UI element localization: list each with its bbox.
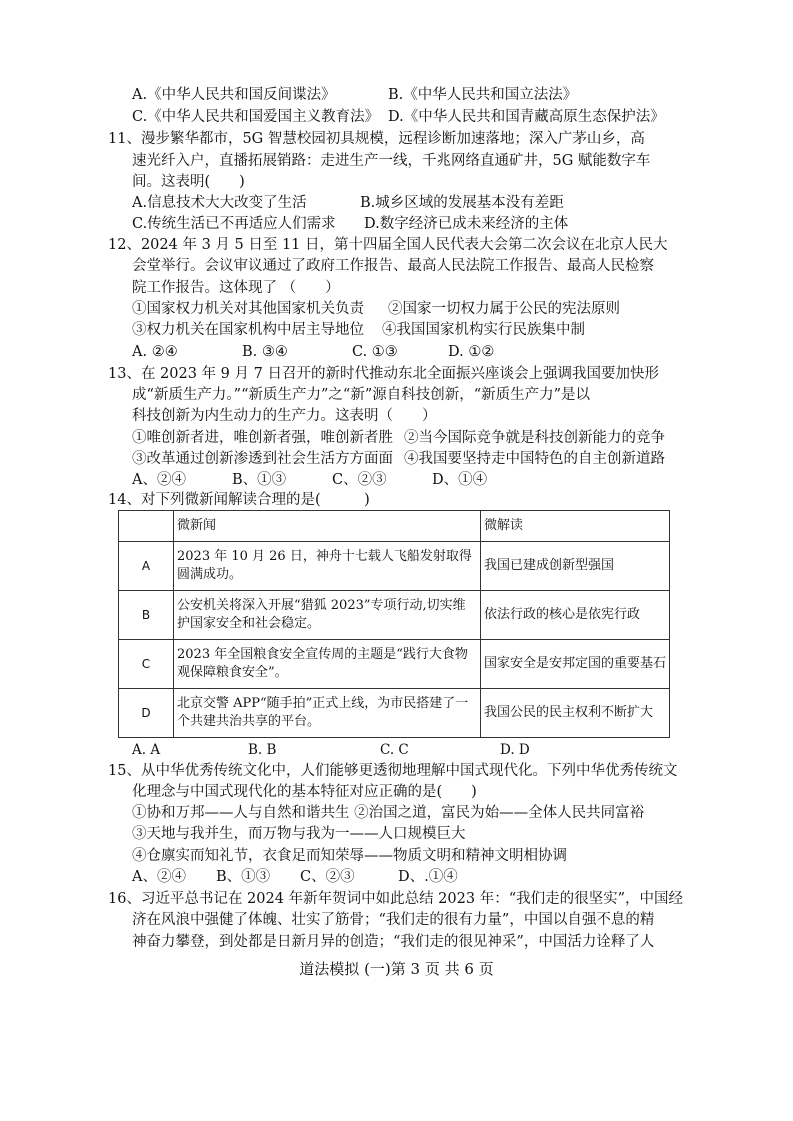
- table-row: [119, 591, 670, 640]
- q11-stem-line3: 间。这表明( ): [132, 174, 245, 190]
- q12-stem-line1: 12、2024 年 3 月 5 日至 11 日，第十四届全国人民代表大会第二次会议在北京人民大: [108, 237, 668, 253]
- q13-stem-line3: 科技创新为内生动力的生产力。这表明（ ）: [132, 408, 437, 424]
- q10-option-b: B.《中华人民共和国立法法》: [388, 87, 578, 103]
- q16-stem-line1: 16、习近平总书记在 2024 年新年贺词中如此总结 2023 年：“我们走的很坚实”，中国经: [108, 891, 684, 907]
- q10-option-a: A.《中华人民共和国反间谍法》: [132, 87, 336, 103]
- q11-option-b: B.城乡区域的发展基本没有差距: [360, 195, 564, 211]
- q15-stem-line2: 化理念与中国式现代化的基本特征对应正确的是( ): [132, 784, 477, 800]
- q13-option-a: A、②④: [132, 472, 186, 488]
- row-label: A: [119, 542, 174, 591]
- q15-statement-row3: ④仓廪实而知礼节，衣食足而知荣辱——物质文明和精神文明相协调: [132, 848, 567, 864]
- q15-option-b: B、①③: [216, 869, 271, 885]
- q15-statement-row1: ①协和万邦——人与自然和谐共生 ②治国之道，富民为始——全体人民共同富裕: [132, 805, 645, 821]
- q13-option-d: D、①④: [432, 472, 488, 488]
- q15-option-d: D、.①④: [398, 869, 458, 885]
- q10-options-row2: [132, 109, 665, 126]
- q15-option-a: A、②④: [132, 869, 186, 885]
- q13-option-b: B、①③: [232, 472, 287, 488]
- q11-options-row1: [132, 195, 564, 212]
- table-row: [119, 542, 670, 591]
- q14-options-row: [132, 742, 530, 758]
- q12-option-d: D. ①②: [448, 344, 495, 360]
- q12-statements-row2: [132, 322, 585, 339]
- q12-statement-1: ①国家权力机关对其他国家机关负责: [132, 301, 364, 317]
- q10-option-c: C.《中华人民共和国爱国主义教育法》: [132, 109, 380, 125]
- q14-option-a: A. A: [132, 742, 161, 758]
- q13-option-c: C、②③: [332, 472, 387, 488]
- row-news: 2023 年 10 月 26 日，神舟十七载人飞船发射取得圆满成功。: [174, 542, 481, 591]
- page-footer: 道法模拟 (一)第 3 页 共 6 页: [299, 960, 494, 978]
- q10-option-d: D.《中华人民共和国青藏高原生态保护法》: [388, 109, 665, 125]
- q12-statements-row1: [132, 301, 620, 318]
- q14-option-b: B. B: [248, 742, 277, 758]
- q15-option-c: C、②③: [300, 869, 355, 885]
- row-reading: 依法行政的核心是依宪行政: [481, 591, 670, 640]
- q11-option-d: D.数字经济已成未来经济的主体: [364, 216, 569, 232]
- q16-stem-line2: 济在风浪中强健了体魄、壮实了筋骨；“我们走的很有力量”，中国以自强不息的精: [132, 912, 655, 928]
- row-reading: 我国公民的民主权利不断扩大: [481, 689, 670, 738]
- row-label: C: [119, 640, 174, 689]
- q12-statement-2: ②国家一切权力属于公民的宪法原则: [388, 301, 620, 317]
- q16-stem-line3: 神奋力攀登，到处都是日新月异的创造；“我们走的很见神采”，中国活力诠释了人: [132, 934, 655, 950]
- q13-statement-3: ③改革通过创新渗透到社会生活方方面面: [132, 451, 393, 467]
- row-label: D: [119, 689, 174, 738]
- q15-options-row: [132, 869, 458, 886]
- row-news: 北京交警 APP“随手拍”正式上线，为市民搭建了一个共建共治共享的平台。: [174, 689, 481, 738]
- q13-options-row: [132, 472, 487, 489]
- q11-option-a: A.信息技术大大改变了生活: [132, 195, 307, 211]
- q14-option-d: D. D: [500, 742, 530, 758]
- table-header-cell: 微解读: [481, 511, 670, 542]
- q13-statement-1: ①唯创新者进，唯创新者强，唯创新者胜: [132, 430, 393, 446]
- q12-statement-4: ④我国国家机构实行民族集中制: [382, 322, 585, 338]
- q12-statement-3: ③权力机关在国家机构中居主导地位: [132, 322, 364, 338]
- q12-stem-line2: 会堂举行。会议审议通过了政府工作报告、最高人民法院工作报告、最高人民检察: [132, 258, 654, 274]
- q15-statement-row2: ③天地与我并生，而万物与我为一——人口规模巨大: [132, 826, 466, 842]
- q11-options-row2: [132, 216, 568, 233]
- q12-option-c: C. ①③: [352, 344, 398, 360]
- q13-statements-row1: [132, 430, 665, 447]
- q13-statement-2: ②当今国际竞争就是科技创新能力的竞争: [404, 430, 665, 446]
- table-header-row: [119, 511, 670, 542]
- table-row: [119, 689, 670, 738]
- q13-stem-line2: 成“新质生产力。”“新质生产力”之“新”源自科技创新，“新质生产力”是以: [132, 387, 591, 403]
- row-reading: 我国已建成创新型强国: [481, 542, 670, 591]
- table-row: [119, 640, 670, 689]
- q13-statements-row2: [132, 451, 665, 468]
- row-news: 公安机关将深入开展“猎狐 2023”专项行动,切实维护国家安全和社会稳定。: [174, 591, 481, 640]
- q13-stem-line1: 13、在 2023 年 9 月 7 日召开的新时代推动东北全面振兴座谈会上强调我国要加快形: [108, 366, 659, 382]
- row-reading: 国家安全是安邦定国的重要基石: [481, 640, 670, 689]
- q14-news-table: [118, 510, 670, 738]
- q11-stem-line2: 速光纤入户，直播拓展销路：走进生产一线，千兆网络直通矿井，5G 赋能数字车: [132, 153, 651, 169]
- q11-stem-line1: 11、漫步繁华都市，5G 智慧校园初具规模，远程诊断加速落地；深入广茅山乡，高: [108, 131, 645, 147]
- q14-option-c: C. C: [380, 742, 409, 758]
- table-header-cell: [119, 511, 174, 542]
- row-label: B: [119, 591, 174, 640]
- table-header-cell: 微新闻: [174, 511, 481, 542]
- q12-option-a: A. ②④: [132, 344, 178, 360]
- q11-option-c: C.传统生活已不再适应人们需求: [132, 216, 336, 232]
- q12-stem-line3: 院工作报告。这体现了 （ ）: [132, 280, 340, 296]
- q15-stem-line1: 15、从中华优秀传统文化中，人们能够更透彻地理解中国式现代化。下列中华优秀传统文: [108, 763, 678, 779]
- q12-options-row: [132, 344, 494, 361]
- q12-option-b: B. ③④: [242, 344, 288, 360]
- q13-statement-4: ④我国要坚持走中国特色的自主创新道路: [404, 451, 665, 467]
- row-news: 2023 年全国粮食安全宣传周的主题是“践行大食物观保障粮食安全”。: [174, 640, 481, 689]
- q14-stem: 14、对下列微新闻解读合理的是( ): [108, 492, 370, 508]
- q10-options-row1: [132, 87, 577, 104]
